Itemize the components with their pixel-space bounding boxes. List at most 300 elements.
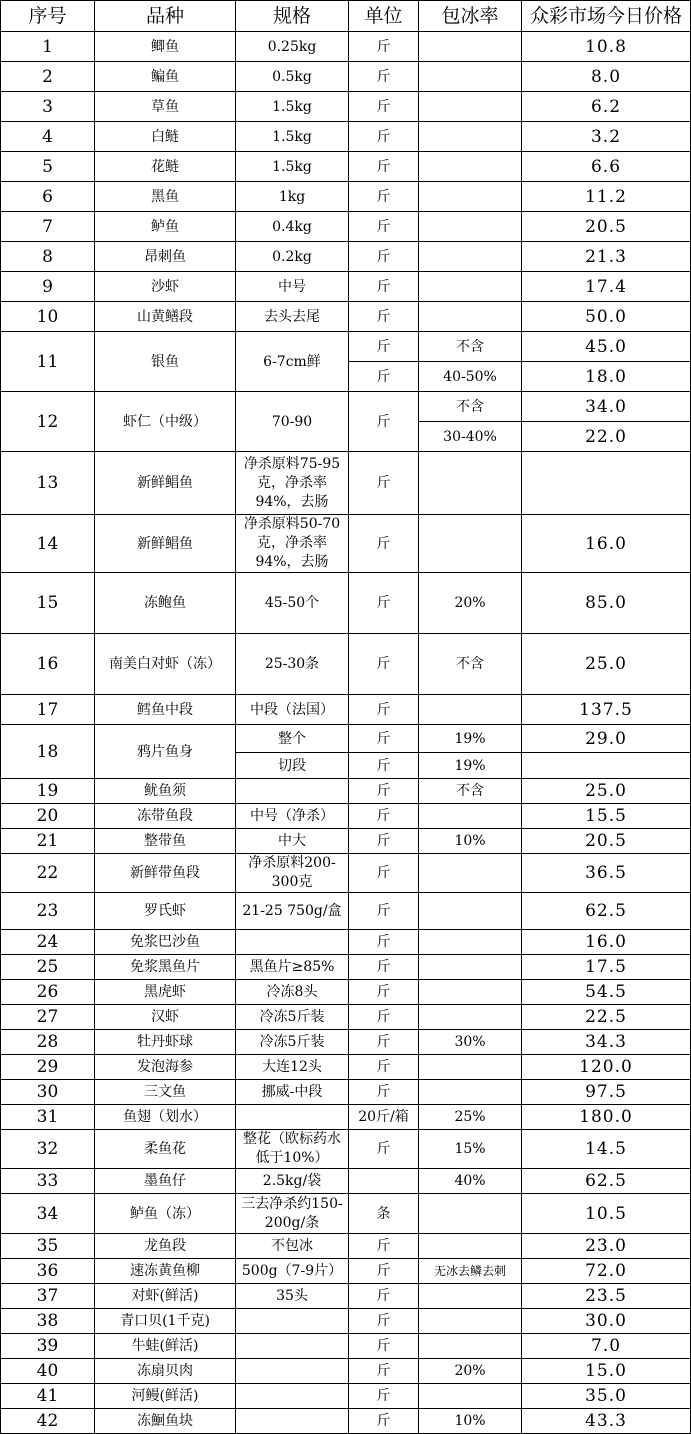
table-row	[1, 893, 691, 930]
unit-cell: 斤	[349, 829, 419, 854]
name-cell: 汉虾	[95, 1005, 236, 1030]
name-cell: 昂刺鱼	[95, 242, 236, 272]
unit-cell: 斤	[349, 695, 419, 725]
ice-rate-cell	[419, 302, 522, 332]
name-cell: 对虾(鲜活)	[95, 1284, 236, 1309]
ice-rate-cell: 40%	[419, 1169, 522, 1194]
unit-cell: 斤	[349, 212, 419, 242]
ice-rate-cell	[419, 242, 522, 272]
unit-cell: 斤	[349, 573, 419, 634]
seq-cell: 7	[1, 212, 95, 242]
unit-cell	[349, 1169, 419, 1194]
header-name: 品种	[95, 1, 236, 32]
seq-cell: 33	[1, 1169, 95, 1194]
spec-cell: 净杀原料75-95克，净杀率94%，去肠	[236, 452, 349, 515]
table-row	[1, 804, 691, 829]
price-cell: 30.0	[522, 1309, 691, 1334]
ice-rate-cell	[419, 1005, 522, 1030]
seq-cell: 18	[1, 725, 95, 779]
ice-rate-cell: 不含	[419, 392, 522, 422]
spec-cell: 1.5kg	[236, 152, 349, 182]
table-row	[1, 854, 691, 893]
ice-rate-cell: 40-50%	[419, 362, 522, 392]
seq-cell: 4	[1, 122, 95, 152]
seq-cell: 36	[1, 1259, 95, 1284]
seq-cell: 3	[1, 92, 95, 122]
spec-cell: 2.5kg/袋	[236, 1169, 349, 1194]
unit-cell: 斤	[349, 980, 419, 1005]
table-row	[1, 302, 691, 332]
table-row	[1, 1105, 691, 1130]
table-row	[1, 1005, 691, 1030]
price-cell: 23.0	[522, 1234, 691, 1259]
unit-cell: 斤	[349, 515, 419, 573]
price-cell: 10.5	[522, 1194, 691, 1234]
name-cell: 银鱼	[95, 332, 236, 392]
name-cell: 鱼翅（划水）	[95, 1105, 236, 1130]
spec-cell	[236, 1105, 349, 1130]
ice-rate-cell: 20%	[419, 573, 522, 634]
unit-cell: 斤	[349, 1130, 419, 1169]
spec-cell: 0.4kg	[236, 212, 349, 242]
table-row	[1, 1309, 691, 1334]
table-row	[1, 1030, 691, 1055]
spec-cell: 中段（法国）	[236, 695, 349, 725]
spec-cell: 整花（欧标药水低于10%）	[236, 1130, 349, 1169]
spec-cell: 中号（净杀）	[236, 804, 349, 829]
price-cell: 7.0	[522, 1334, 691, 1359]
unit-cell: 斤	[349, 182, 419, 212]
price-cell: 62.5	[522, 1169, 691, 1194]
seq-cell: 38	[1, 1309, 95, 1334]
name-cell: 三文鱼	[95, 1080, 236, 1105]
ice-rate-cell: 30%	[419, 1030, 522, 1055]
ice-rate-cell	[419, 182, 522, 212]
unit-cell: 斤	[349, 332, 419, 362]
table-row	[1, 332, 691, 362]
seq-cell: 27	[1, 1005, 95, 1030]
seq-cell: 19	[1, 779, 95, 804]
table-row	[1, 92, 691, 122]
unit-cell: 斤	[349, 634, 419, 695]
unit-cell: 斤	[349, 62, 419, 92]
table-row	[1, 1409, 691, 1434]
name-cell: 牡丹虾球	[95, 1030, 236, 1055]
spec-cell: 0.25kg	[236, 32, 349, 62]
spec-cell: 35头	[236, 1284, 349, 1309]
table-row	[1, 242, 691, 272]
table-row	[1, 1130, 691, 1169]
header-spec: 规格	[236, 1, 349, 32]
seq-cell: 5	[1, 152, 95, 182]
spec-cell: 冷冻8头	[236, 980, 349, 1005]
name-cell: 鳊鱼	[95, 62, 236, 92]
name-cell: 鱿鱼须	[95, 779, 236, 804]
unit-cell: 斤	[349, 1309, 419, 1334]
price-cell: 29.0	[522, 725, 691, 753]
unit-cell: 斤	[349, 804, 419, 829]
table-row	[1, 515, 691, 573]
name-cell: 白鲢	[95, 122, 236, 152]
ice-rate-cell	[419, 854, 522, 893]
seq-cell: 6	[1, 182, 95, 212]
price-cell: 25.0	[522, 779, 691, 804]
price-cell: 3.2	[522, 122, 691, 152]
price-cell	[522, 452, 691, 515]
name-cell: 速冻黄鱼柳	[95, 1259, 236, 1284]
unit-cell: 斤	[349, 753, 419, 779]
seq-cell: 35	[1, 1234, 95, 1259]
seq-cell: 23	[1, 893, 95, 930]
header-price: 众彩市场今日价格	[522, 1, 691, 32]
ice-rate-cell	[419, 1334, 522, 1359]
header-seq: 序号	[1, 1, 95, 32]
table-row	[1, 1259, 691, 1284]
price-cell: 15.0	[522, 1359, 691, 1384]
spec-cell: 大连12头	[236, 1055, 349, 1080]
price-cell: 6.6	[522, 152, 691, 182]
ice-rate-cell	[419, 930, 522, 955]
name-cell: 鲈鱼（冻）	[95, 1194, 236, 1234]
price-cell: 14.5	[522, 1130, 691, 1169]
unit-cell: 斤	[349, 955, 419, 980]
table-row	[1, 930, 691, 955]
name-cell: 冻带鱼段	[95, 804, 236, 829]
spec-cell: 0.5kg	[236, 62, 349, 92]
table-row	[1, 62, 691, 92]
table-row	[1, 573, 691, 634]
seq-cell: 30	[1, 1080, 95, 1105]
table-row	[1, 829, 691, 854]
spec-cell: 6-7cm鲜	[236, 332, 349, 392]
seq-cell: 20	[1, 804, 95, 829]
unit-cell: 斤	[349, 452, 419, 515]
table-row	[1, 1284, 691, 1309]
seq-cell: 2	[1, 62, 95, 92]
table-row	[1, 1334, 691, 1359]
price-cell: 16.0	[522, 930, 691, 955]
seq-cell: 26	[1, 980, 95, 1005]
seq-cell: 40	[1, 1359, 95, 1384]
name-cell: 墨鱼仔	[95, 1169, 236, 1194]
spec-cell: 净杀原料50-70克，净杀率94%，去肠	[236, 515, 349, 573]
ice-rate-cell: 10%	[419, 829, 522, 854]
spec-cell: 0.2kg	[236, 242, 349, 272]
price-cell: 6.2	[522, 92, 691, 122]
price-cell: 54.5	[522, 980, 691, 1005]
seq-cell: 37	[1, 1284, 95, 1309]
table-row	[1, 779, 691, 804]
seq-cell: 42	[1, 1409, 95, 1434]
name-cell: 青口贝(1千克)	[95, 1309, 236, 1334]
name-cell: 山黄鳝段	[95, 302, 236, 332]
table-row	[1, 725, 691, 753]
ice-rate-cell: 20%	[419, 1359, 522, 1384]
price-cell: 10.8	[522, 32, 691, 62]
seq-cell: 17	[1, 695, 95, 725]
ice-rate-cell	[419, 272, 522, 302]
table-row	[1, 32, 691, 62]
unit-cell: 斤	[349, 1384, 419, 1409]
price-cell: 97.5	[522, 1080, 691, 1105]
spec-cell: 70-90	[236, 392, 349, 452]
unit-cell: 斤	[349, 1234, 419, 1259]
unit-cell: 斤	[349, 1334, 419, 1359]
name-cell: 花鲢	[95, 152, 236, 182]
name-cell: 黑鱼	[95, 182, 236, 212]
seq-cell: 24	[1, 930, 95, 955]
name-cell: 冻扇贝肉	[95, 1359, 236, 1384]
price-cell: 20.5	[522, 829, 691, 854]
ice-rate-cell	[419, 1194, 522, 1234]
spec-cell: 1.5kg	[236, 92, 349, 122]
price-cell: 18.0	[522, 362, 691, 392]
unit-cell: 斤	[349, 1409, 419, 1434]
price-cell: 62.5	[522, 893, 691, 930]
price-cell: 20.5	[522, 212, 691, 242]
ice-rate-cell: 不含	[419, 332, 522, 362]
table-row	[1, 182, 691, 212]
unit-cell: 条	[349, 1194, 419, 1234]
price-cell: 25.0	[522, 634, 691, 695]
ice-rate-cell: 30-40%	[419, 422, 522, 452]
seq-cell: 8	[1, 242, 95, 272]
ice-rate-cell	[419, 1055, 522, 1080]
header-ice-rate: 包冰率	[419, 1, 522, 32]
unit-cell: 斤	[349, 1030, 419, 1055]
spec-cell: 挪威-中段	[236, 1080, 349, 1105]
unit-cell: 20斤/箱	[349, 1105, 419, 1130]
table-body	[1, 32, 691, 1434]
price-cell: 85.0	[522, 573, 691, 634]
table-row	[1, 634, 691, 695]
spec-cell	[236, 1409, 349, 1434]
price-cell: 34.0	[522, 392, 691, 422]
unit-cell: 斤	[349, 92, 419, 122]
unit-cell: 斤	[349, 725, 419, 753]
unit-cell: 斤	[349, 1259, 419, 1284]
spec-cell	[236, 779, 349, 804]
seq-cell: 39	[1, 1334, 95, 1359]
spec-cell: 25-30条	[236, 634, 349, 695]
table-row	[1, 1194, 691, 1234]
table-row	[1, 695, 691, 725]
spec-cell	[236, 1309, 349, 1334]
name-cell: 虾仁（中级）	[95, 392, 236, 452]
price-cell: 180.0	[522, 1105, 691, 1130]
spec-cell: 冷冻5斤装	[236, 1030, 349, 1055]
spec-cell: 净杀原料200-300克	[236, 854, 349, 893]
seq-cell: 15	[1, 573, 95, 634]
unit-cell: 斤	[349, 122, 419, 152]
ice-rate-cell	[419, 32, 522, 62]
ice-rate-cell: 19%	[419, 753, 522, 779]
price-cell: 16.0	[522, 515, 691, 573]
ice-rate-cell: 无冰去鳞去刺	[419, 1259, 522, 1284]
unit-cell: 斤	[349, 1005, 419, 1030]
table-row	[1, 1055, 691, 1080]
table-row	[1, 980, 691, 1005]
unit-cell: 斤	[349, 362, 419, 392]
spec-cell: 21-25 750g/盒	[236, 893, 349, 930]
price-cell: 15.5	[522, 804, 691, 829]
ice-rate-cell	[419, 1284, 522, 1309]
table-row	[1, 452, 691, 515]
spec-cell	[236, 1384, 349, 1409]
spec-cell: 1kg	[236, 182, 349, 212]
name-cell: 河鳗(鲜活)	[95, 1384, 236, 1409]
ice-rate-cell	[419, 62, 522, 92]
spec-cell: 三去净杀约150-200g/条	[236, 1194, 349, 1234]
spec-cell	[236, 1334, 349, 1359]
unit-cell: 斤	[349, 152, 419, 182]
price-cell: 35.0	[522, 1384, 691, 1409]
ice-rate-cell	[419, 212, 522, 242]
ice-rate-cell: 不含	[419, 634, 522, 695]
price-cell: 8.0	[522, 62, 691, 92]
price-cell: 120.0	[522, 1055, 691, 1080]
seq-cell: 11	[1, 332, 95, 392]
ice-rate-cell: 15%	[419, 1130, 522, 1169]
unit-cell: 斤	[349, 1359, 419, 1384]
seq-cell: 1	[1, 32, 95, 62]
seq-cell: 25	[1, 955, 95, 980]
unit-cell: 斤	[349, 302, 419, 332]
spec-cell: 去头去尾	[236, 302, 349, 332]
ice-rate-cell	[419, 1309, 522, 1334]
name-cell: 牛蛙(鲜活)	[95, 1334, 236, 1359]
header-unit: 单位	[349, 1, 419, 32]
ice-rate-cell	[419, 804, 522, 829]
ice-rate-cell: 25%	[419, 1105, 522, 1130]
price-cell: 45.0	[522, 332, 691, 362]
table-row	[1, 152, 691, 182]
table-row	[1, 272, 691, 302]
table-row	[1, 1080, 691, 1105]
price-cell: 22.0	[522, 422, 691, 452]
unit-cell: 斤	[349, 854, 419, 893]
name-cell: 罗氏虾	[95, 893, 236, 930]
ice-rate-cell	[419, 1384, 522, 1409]
seq-cell: 13	[1, 452, 95, 515]
name-cell: 冻鮰鱼块	[95, 1409, 236, 1434]
seq-cell: 41	[1, 1384, 95, 1409]
price-cell: 17.5	[522, 955, 691, 980]
seq-cell: 21	[1, 829, 95, 854]
unit-cell: 斤	[349, 779, 419, 804]
price-cell: 43.3	[522, 1409, 691, 1434]
seq-cell: 29	[1, 1055, 95, 1080]
unit-cell: 斤	[349, 1055, 419, 1080]
table-row	[1, 1384, 691, 1409]
seq-cell: 22	[1, 854, 95, 893]
name-cell: 沙虾	[95, 272, 236, 302]
spec-cell: 500g（7-9片）	[236, 1259, 349, 1284]
table-row	[1, 1234, 691, 1259]
ice-rate-cell: 不含	[419, 779, 522, 804]
ice-rate-cell	[419, 152, 522, 182]
name-cell: 免浆黑鱼片	[95, 955, 236, 980]
ice-rate-cell	[419, 122, 522, 152]
seq-cell: 28	[1, 1030, 95, 1055]
ice-rate-cell	[419, 1234, 522, 1259]
price-cell: 22.5	[522, 1005, 691, 1030]
table-row	[1, 212, 691, 242]
spec-cell: 1.5kg	[236, 122, 349, 152]
name-cell: 发泡海参	[95, 1055, 236, 1080]
seq-cell: 14	[1, 515, 95, 573]
ice-rate-cell: 10%	[419, 1409, 522, 1434]
table-row	[1, 122, 691, 152]
ice-rate-cell	[419, 515, 522, 573]
name-cell: 新鲜鲳鱼	[95, 515, 236, 573]
name-cell: 龙鱼段	[95, 1234, 236, 1259]
name-cell: 鸦片鱼身	[95, 725, 236, 779]
seq-cell: 32	[1, 1130, 95, 1169]
price-cell: 34.3	[522, 1030, 691, 1055]
spec-cell	[236, 1359, 349, 1384]
name-cell: 鲫鱼	[95, 32, 236, 62]
seq-cell: 12	[1, 392, 95, 452]
ice-rate-cell: 19%	[419, 725, 522, 753]
name-cell: 草鱼	[95, 92, 236, 122]
ice-rate-cell	[419, 1080, 522, 1105]
seq-cell: 16	[1, 634, 95, 695]
table-row	[1, 1359, 691, 1384]
spec-cell	[236, 930, 349, 955]
name-cell: 柔鱼花	[95, 1130, 236, 1169]
price-cell: 137.5	[522, 695, 691, 725]
price-cell: 21.3	[522, 242, 691, 272]
price-cell: 36.5	[522, 854, 691, 893]
price-cell	[522, 753, 691, 779]
unit-cell: 斤	[349, 893, 419, 930]
price-cell: 72.0	[522, 1259, 691, 1284]
unit-cell: 斤	[349, 1080, 419, 1105]
unit-cell: 斤	[349, 32, 419, 62]
table-row	[1, 1169, 691, 1194]
ice-rate-cell	[419, 695, 522, 725]
name-cell: 鲈鱼	[95, 212, 236, 242]
name-cell: 免浆巴沙鱼	[95, 930, 236, 955]
unit-cell: 斤	[349, 242, 419, 272]
unit-cell: 斤	[349, 392, 419, 452]
spec-cell: 45-50个	[236, 573, 349, 634]
name-cell: 南美白对虾（冻）	[95, 634, 236, 695]
price-cell: 17.4	[522, 272, 691, 302]
price-cell: 23.5	[522, 1284, 691, 1309]
price-cell: 11.2	[522, 182, 691, 212]
ice-rate-cell	[419, 980, 522, 1005]
seq-cell: 9	[1, 272, 95, 302]
unit-cell: 斤	[349, 1284, 419, 1309]
name-cell: 黑虎虾	[95, 980, 236, 1005]
spec-cell: 冷冻5斤装	[236, 1005, 349, 1030]
seq-cell: 31	[1, 1105, 95, 1130]
table-row	[1, 392, 691, 422]
ice-rate-cell	[419, 893, 522, 930]
seq-cell: 10	[1, 302, 95, 332]
name-cell: 新鲜鲳鱼	[95, 452, 236, 515]
name-cell: 鳕鱼中段	[95, 695, 236, 725]
price-cell: 50.0	[522, 302, 691, 332]
header-row	[1, 1, 691, 32]
spec-cell: 不包冰	[236, 1234, 349, 1259]
seq-cell: 34	[1, 1194, 95, 1234]
spec-cell: 中号	[236, 272, 349, 302]
ice-rate-cell	[419, 452, 522, 515]
table-row	[1, 955, 691, 980]
